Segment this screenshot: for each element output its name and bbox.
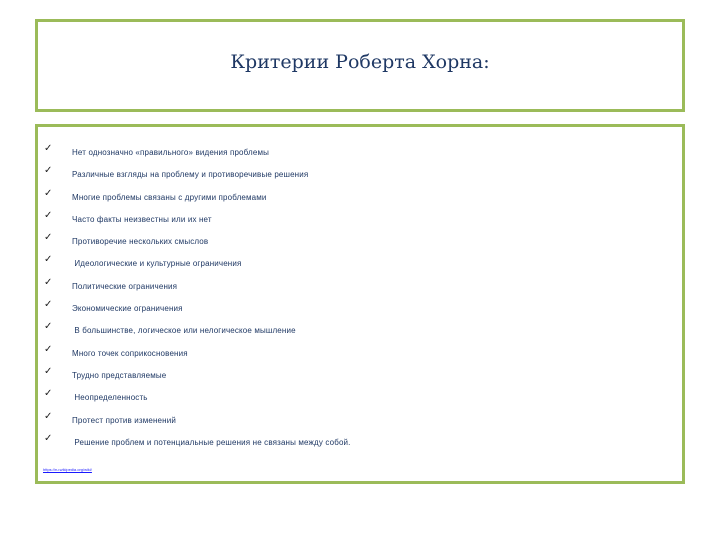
check-mark-icon: ✓ [44,321,53,333]
check-mark-icon: ✓ [44,187,53,199]
list-item [44,432,351,459]
check-mark-icon: ✓ [44,254,53,266]
criteria-text: Неопределенность [72,393,148,403]
criteria-text: Много точек соприкосновения [72,348,188,358]
criteria-text: Многие проблемы связаны с другими проблемами [72,192,267,202]
list-item [44,388,351,414]
criteria-text: Идеологические и культурные ограничения [72,259,242,269]
criteria-text: Нет однозначно «правильного» видения проблемы [72,148,269,157]
source-link[interactable]: https://ru.wikipedia.org/wiki/ [43,467,92,472]
title-box [35,19,685,112]
check-mark-icon: ✓ [44,388,53,400]
check-mark-icon: ✓ [44,432,53,444]
list-item [44,187,351,214]
check-mark-icon: ✓ [44,410,53,422]
criteria-text: В большинстве, логическое или нелогическое мышление [72,326,296,336]
check-mark-icon: ✓ [44,209,53,221]
check-mark-icon: ✓ [44,232,53,244]
list-item [44,165,351,191]
list-item [44,276,351,303]
list-item [44,365,351,392]
check-mark-icon: ✓ [44,165,53,177]
check-mark-icon: ✓ [44,365,53,377]
criteria-text: Решение проблем и потенциальные решения не связаны между собой. [72,437,351,447]
criteria-text: Различные взгляды на проблему и противоречивые решения [72,170,309,180]
list-item [44,299,351,325]
list-item [44,410,351,437]
criteria-text: Трудно представляемые [72,370,167,380]
list-item [44,209,351,236]
criteria-text: Экономические ограничения [72,304,183,314]
criteria-text: Политические ограничения [72,281,178,291]
criteria-list [44,143,351,459]
check-mark-icon: ✓ [44,143,53,154]
list-item [44,321,351,347]
list-item [44,254,351,280]
criteria-text: Часто факты неизвестны или их нет [72,214,212,224]
list-item [44,232,351,258]
check-mark-icon: ✓ [44,276,53,288]
list-item [44,343,351,370]
slide-title: Критерии Роберта Хорна: [230,50,490,73]
check-mark-icon: ✓ [44,299,53,311]
criteria-text: Протест против изменений [72,415,176,425]
list-item [44,143,351,169]
criteria-box [35,124,685,484]
criteria-text: Противоречие нескольких смыслов [72,237,209,247]
check-mark-icon: ✓ [44,343,53,355]
